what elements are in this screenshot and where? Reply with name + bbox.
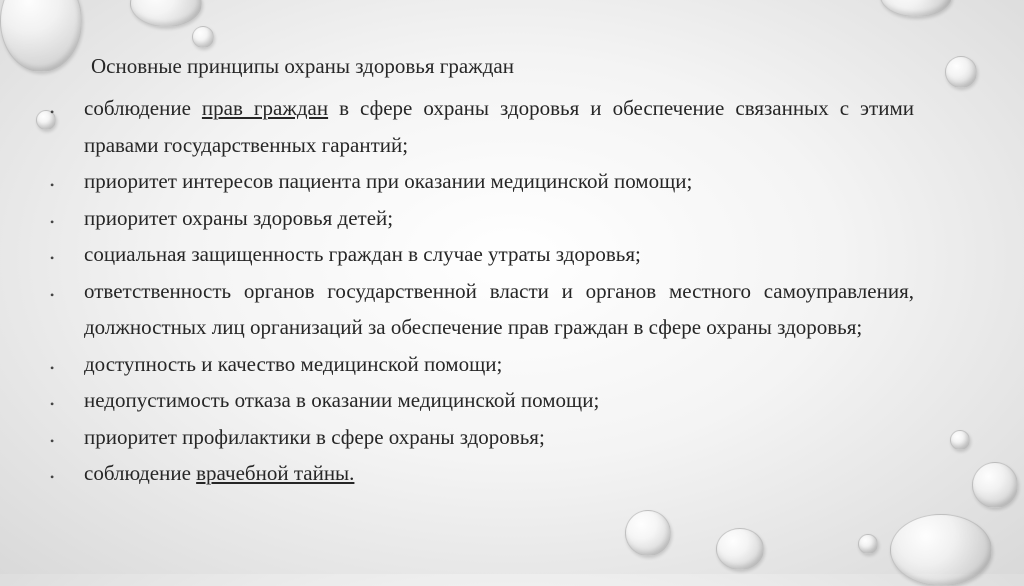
item-text: соблюдение — [84, 461, 197, 485]
item-text: ответственность органов государственной власти и органов местного самоуправления, должностных лиц организаций за обеспечение прав граждан в сфере охраны здоровья; — [84, 278, 914, 339]
item-text: социальная защищенность граждан в случае утраты здоровья; — [84, 242, 641, 266]
water-drop-decoration — [880, 0, 952, 17]
list-item — [50, 346, 914, 383]
water-drop-decoration — [890, 514, 992, 586]
list-item — [50, 382, 914, 419]
underlined-term: прав граждан — [201, 96, 329, 120]
item-text: приоритет профилактики в сфере охраны здоровья; — [84, 424, 545, 449]
water-drop-decoration — [0, 0, 82, 72]
list-item — [50, 419, 914, 456]
item-text: приоритет интересов пациента при оказании медицинской помощи; — [84, 169, 693, 193]
principles-list — [50, 90, 914, 492]
water-drop-decoration — [972, 462, 1018, 508]
water-drop-decoration — [858, 534, 878, 554]
water-drop-decoration — [716, 528, 764, 570]
item-text: доступность и качество медицинской помощи; — [84, 351, 503, 376]
list-item — [50, 90, 914, 163]
water-drop-decoration — [192, 26, 214, 48]
list-item — [50, 163, 914, 200]
water-drop-decoration — [130, 0, 202, 27]
water-drop-decoration — [945, 56, 977, 88]
water-drop-decoration — [950, 430, 970, 450]
underlined-term: врачебной тайны. — [196, 461, 355, 485]
item-text: в сфере охраны здоровья и обеспечение связанных с этими правами государственных гарантий; — [84, 96, 914, 157]
list-item — [50, 236, 914, 273]
item-text: приоритет охраны здоровья детей; — [84, 205, 394, 230]
water-drop-decoration — [625, 510, 671, 556]
list-item — [50, 455, 914, 492]
list-item — [50, 200, 914, 237]
slide-title: Основные принципы охраны здоровья граждан — [91, 54, 514, 78]
list-item — [50, 273, 914, 346]
item-text: недопустимость отказа в оказании медицинской помощи; — [84, 388, 600, 412]
item-text: соблюдение — [84, 96, 202, 120]
